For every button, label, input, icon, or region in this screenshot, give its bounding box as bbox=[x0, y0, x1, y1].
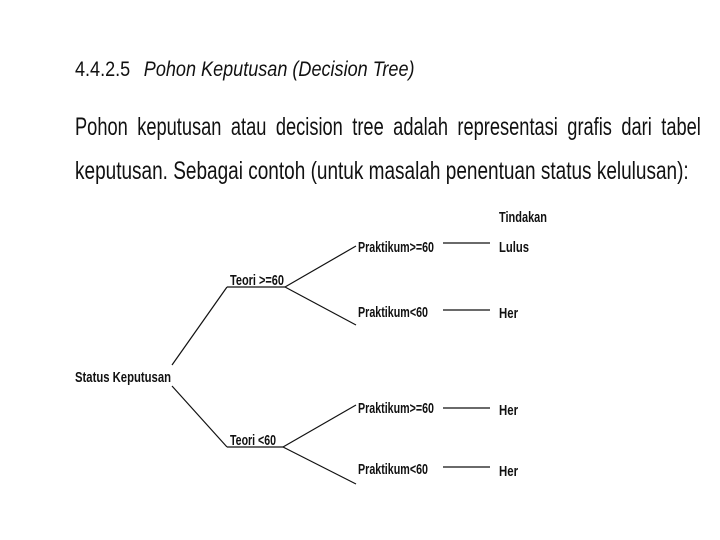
leaf-condition-4: Praktikum<60 bbox=[358, 461, 428, 478]
edge-teori-ge60-prak-lt60 bbox=[285, 287, 356, 325]
paragraph-line-1: Pohon keputusan atau decision tree adalah representasi grafis dari tabel bbox=[75, 113, 701, 141]
branch-label-teori-lt60: Teori <60 bbox=[230, 432, 276, 449]
edge-root-teori-ge60 bbox=[172, 287, 227, 365]
action-header: Tindakan bbox=[499, 209, 547, 226]
leaf-action-3: Her bbox=[499, 402, 519, 419]
branch-label-teori-ge60: Teori >=60 bbox=[230, 272, 284, 289]
edge-teori-ge60-prak-ge60 bbox=[285, 246, 356, 287]
paragraph-line-2: keputusan. Sebagai contoh (untuk masalah penentuan status kelulusan): bbox=[75, 157, 689, 185]
edge-teori-lt60-prak-lt60 bbox=[283, 447, 356, 484]
section-number: 4.4.2.5 bbox=[75, 58, 131, 81]
edge-teori-lt60-prak-ge60 bbox=[283, 405, 356, 447]
leaf-action-4: Her bbox=[499, 463, 519, 480]
leaf-condition-1: Praktikum>=60 bbox=[358, 239, 434, 256]
leaf-action-2: Her bbox=[499, 305, 519, 322]
leaf-action-1: Lulus bbox=[499, 239, 529, 256]
leaf-condition-3: Praktikum>=60 bbox=[358, 400, 434, 417]
edge-root-teori-lt60 bbox=[172, 386, 227, 447]
leaf-condition-2: Praktikum<60 bbox=[358, 304, 428, 321]
tree-root-label: Status Keputusan bbox=[75, 369, 171, 386]
section-title: Pohon Keputusan (Decision Tree) bbox=[143, 58, 415, 81]
